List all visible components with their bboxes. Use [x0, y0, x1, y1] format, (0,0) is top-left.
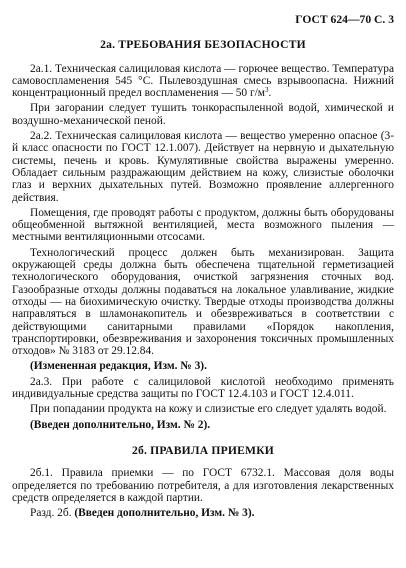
paragraph: 2а.3. При работе с салициловой кислотой необходимо применять индивидуальные средства защиты по ГОСТ 12.4.103 и ГОСТ 12.4.011.	[12, 375, 394, 401]
section-reference: Разд. 2б.	[30, 507, 72, 520]
paragraph: Технологический процесс должен быть механизирован. Защита окружающей среды должна быть обеспечена тщательной герметизацией технологического оборудования, очисткой загрязнения сточных вод. Газообразные отходы должны подаваться на локальное улавливание, жидкие отходы — на биохимическую очистку. Твердые отходы производства должны направляться в шламонакопитель и обезвреживаться в соответствии с действующими санитарными правилами «Порядок накопления, транспортировки, обезвреживания и захоронения токсичных промышленных отходов» № 3183 от 29.12.84.	[12, 246, 394, 358]
section-title-safety: 2а. ТРЕБОВАНИЯ БЕЗОПАСНОСТИ	[100, 38, 306, 52]
paragraph-end: .	[268, 87, 272, 100]
amendment-note: (Введен дополнительно, Изм. № 2).	[30, 418, 211, 431]
amendment-note: (Измененная редакция, Изм. № 3).	[30, 360, 207, 373]
paragraph	[12, 63, 394, 100]
paragraph: При загорании следует тушить тонкораспыленной водой, химической и воздушно-механической пеной.	[12, 102, 394, 127]
section-title-acceptance: 2б. ПРАВИЛА ПРИЕМКИ	[131, 443, 275, 457]
superscript: 3	[265, 86, 269, 95]
paragraph: При попадании продукта на кожу и слизистые его следует удалять водой.	[30, 403, 387, 416]
paragraph: Помещения, где проводят работы с продуктом, должны быть оборудованы общеобменной вытяжной вентиляцией, места возможного пыления — местными вентиляционными отсосами.	[12, 206, 394, 244]
paragraph: 2б.1. Правила приемки — по ГОСТ 6732.1. Массовая доля воды определяется по требованию потребителя, а для изготовления лекарственных средств определяется в каждой партии.	[12, 467, 394, 504]
paragraph: 2а.2. Техническая салициловая кислота — вещество умеренно опасное (3-й класс опасности по ГОСТ 12.1.007). Действует на нервную и дыхательную системы, печень и кровь. Кумулятивные свойства выражены умеренно. Обладает сильным раздражающим действием на кожу, слизистые оболочки глаз и верхних дыхательных путей. Возможно проявление аллергенного действия.	[12, 130, 394, 204]
page-header: ГОСТ 624—70 С. 3	[295, 13, 394, 26]
paragraph-text: 2а.1. Техническая салициловая кислота — горючее вещество. Температура самовоспламенения 545 °С. Пылевоздушная смесь взрывоопасна. Нижний концентрационный предел воспламенения — 50 г/м	[12, 62, 394, 100]
paragraph	[12, 507, 394, 519]
amendment-note: (Введен дополнительно, Изм. № 3).	[74, 507, 255, 520]
